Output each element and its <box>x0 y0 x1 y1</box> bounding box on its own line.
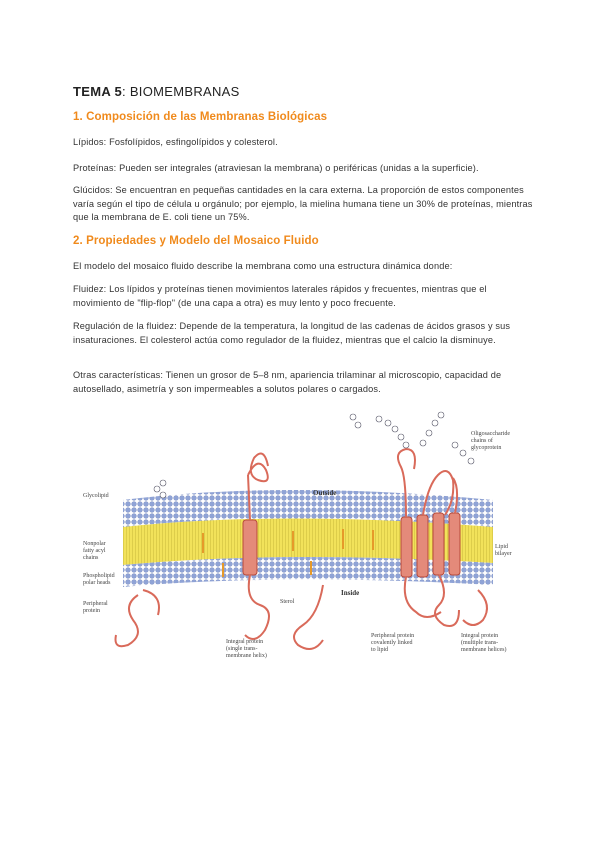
page-title <box>73 84 240 99</box>
paragraph-modelo: El modelo del mosaico fluido describe la membrana como una estructura dinámica donde: <box>73 261 453 271</box>
label-nonpolar-2: fatty acyl <box>83 548 106 554</box>
label-integral-single-2: (single trans- <box>226 646 258 652</box>
label-peripheral-2: protein <box>83 608 100 614</box>
title-bold: TEMA 5 <box>73 84 122 99</box>
label-oligo-3: glycoprotein <box>471 445 502 451</box>
label-integral-single-3: membrane helix) <box>226 653 267 659</box>
section1-heading: 1. Composición de las Membranas Biológicas <box>73 111 328 123</box>
label-outside: Outside <box>313 489 337 497</box>
label-integral-multiple-2: (multiple trans- <box>461 640 499 646</box>
label-bilayer-2: bilayer <box>495 551 512 557</box>
title-rest: : BIOMEMBRANAS <box>122 84 240 99</box>
label-phospholipid-1: Phospholipid <box>83 573 115 579</box>
label-nonpolar-1: Nonpolar <box>83 541 106 547</box>
label-peripheral-1: Peripheral <box>83 601 108 607</box>
label-oligo-2: chains of <box>471 438 493 444</box>
paragraph-glucidos: Glúcidos: Se encuentran en pequeñas cantidades en la cara externa. La proporción de estos componentes varía según el tipo de célula u orgánulo; por ejemplo, la mielina humana tiene un 30% de proteínas, mientras que la membrana de E. coli tiene un 75%. <box>73 185 533 222</box>
membrane-figure <box>83 405 523 665</box>
label-phospholipid-2: polar heads <box>83 580 111 586</box>
paragraph-regulacion: Regulación de la fluidez: Depende de la temperatura, la longitud de las cadenas de ácidos grasos y sus insaturaciones. El colesterol actúa como regulador de la fluidez, mientras que el calcio la disminuye. <box>73 321 511 345</box>
label-glycolipid: Glycolipid <box>83 493 109 499</box>
label-nonpolar-3: chains <box>83 555 99 561</box>
label-peripheral-lipid-3: to lipid <box>371 647 389 653</box>
label-inside: Inside <box>341 589 360 597</box>
label-peripheral-lipid-1: Peripheral protein <box>371 633 415 639</box>
label-peripheral-lipid-2: covalently linked <box>371 640 413 646</box>
label-integral-multiple-3: membrane helices) <box>461 647 507 653</box>
label-sterol: Sterol <box>280 599 295 605</box>
paragraph-fluidez: Fluidez: Los lípidos y proteínas tienen movimientos laterales rápidos y frecuentes, mientras que el movimiento de "flip-flop" (de una capa a otra) es muy lento y poco frecuente. <box>73 284 487 308</box>
oligosaccharide-chains <box>154 412 474 498</box>
section2-heading: 2. Propiedades y Modelo del Mosaico Fluido <box>73 235 319 247</box>
label-oligo-1: Oligosaccharide <box>471 431 510 437</box>
paragraph-proteinas: Proteínas: Pueden ser integrales (atraviesan la membrana) o periféricas (unidas a la superficie). <box>73 163 479 173</box>
label-integral-multiple-1: Integral protein <box>461 633 499 639</box>
label-integral-single-1: Integral protein <box>226 639 264 645</box>
paragraph-otras: Otras características: Tienen un grosor de 5–8 nm, apariencia trilaminar al microscopio, capacidad de autosellado, asimetría y son impermeables a solutos polares o cargados. <box>73 370 502 394</box>
label-bilayer-1: Lipid <box>495 544 508 550</box>
paragraph-lipidos: Lípidos: Fosfolípidos, esfingolípidos y colesterol. <box>73 137 278 147</box>
